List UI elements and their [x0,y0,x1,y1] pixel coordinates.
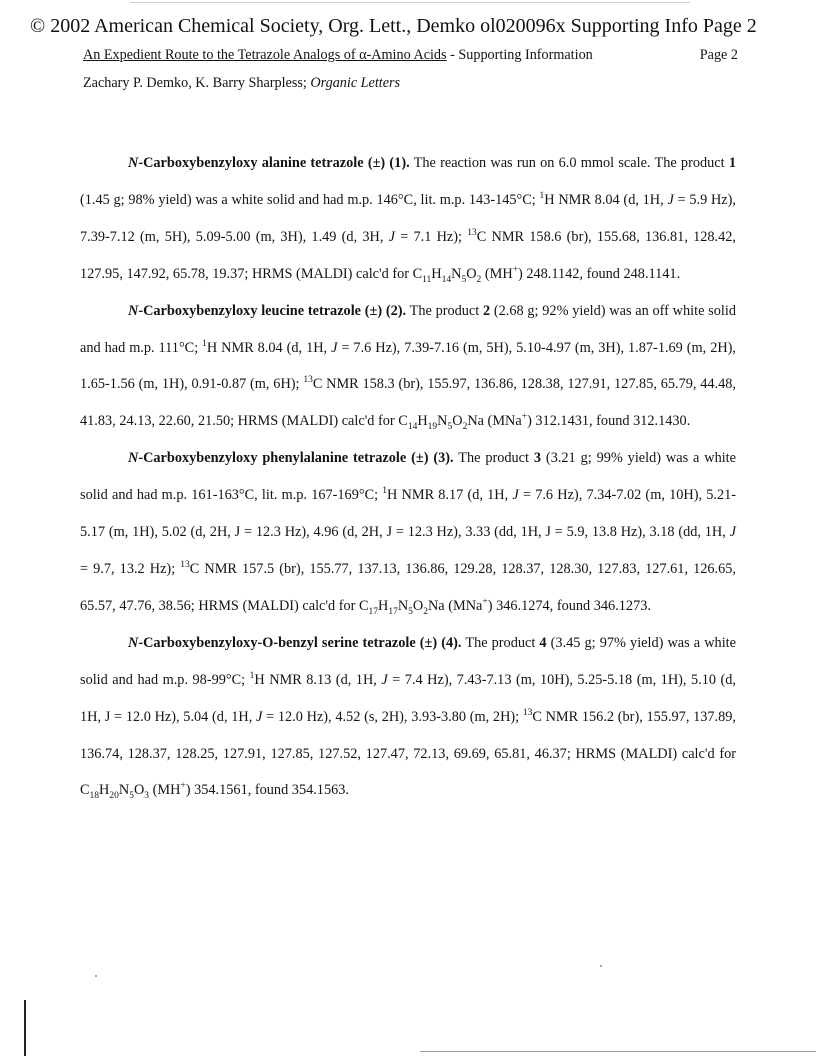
running-header [83,47,743,64]
author-line [83,75,400,92]
molecular-formula: $C_{11}H_{14}N_5O_2$ [412,265,482,285]
compound-entry-4: N-Carboxybenzyloxy-O-benzyl serine tetrazole (±) (4). The product 4 (3.45 g; 97% yield) was a white solid and had m.p. 98-99°C; $^1$H NMR 8.13 (d, 1H, J = 7.4 Hz), 7.43-7.13 (m, 10H), 5.25-5.18 (m, 1H), 5.10 (d, 1H, J = 12.0 Hz), 5.04 (d, 1H, J = 12.0 Hz), 4.52 (s, 2H), 3.93-3.80 (m, 2H); $^{13}$C NMR 156.2 (br), 155.97, 137.89, 136.74, 128.37, 128.25, 127.91, 127.85, 127.52, 127.47, 72.13, 69.69, 65.81, 46.37; HRMS (MALDI) calc'd for $C_{18}H_{20}N_5O_3$ (MH+) 354.1561, found 354.1563. [80,634,737,802]
header-title-suffix: - Supporting Information [446,47,593,63]
compound-heading: N-Carboxybenzyloxy phenylalanine tetrazole (±) (3). [128,450,454,467]
compound-heading: N-Carboxybenzyloxy-O-benzyl serine tetrazole (±) (4). [128,634,462,651]
scan-edge-top [130,2,690,3]
compound-entry-1: N-Carboxybenzyloxy alanine tetrazole (±) (1). The reaction was run on 6.0 mmol scale. The product 1 (1.45 g; 98% yield) was a white solid and had m.p. 146°C, lit. m.p. 143-145°C; $^1$H NMR 8.04 (d, 1H, J = 5.9 Hz), 7.39-7.12 (m, 5H), 5.09-5.00 (m, 3H), 1.49 (d, 3H, J = 7.1 Hz); $^{13}$C NMR 158.6 (br), 155.68, 136.81, 128.42, 127.95, 147.92, 65.78, 19.37; HRMS (MALDI) calc'd for $C_{11}H_{14}N_5O_2$ (MH+) 248.1142, found 248.1141. [80,155,736,285]
header-title: An Expedient Route to the Tetrazole Analogs of α-Amino Acids [83,47,447,63]
authors: Zachary P. Demko, K. Barry Sharpless; [83,75,311,91]
experimental-body [80,145,736,809]
compound-heading: N-Carboxybenzyloxy leucine tetrazole (±) (2). [128,302,407,319]
compound-entry-2: N-Carboxybenzyloxy leucine tetrazole (±) (2). The product 2 (2.68 g; 92% yield) was an off white solid and had m.p. 111°C; $^1$H NMR 8.04 (d, 1H, J = 7.6 Hz), 7.39-7.16 (m, 5H), 5.10-4.97 (m, 3H), 1.87-1.69 (m, 2H), 1.65-1.56 (m, 1H), 0.91-0.87 (m, 6H); $^{13}$C NMR 158.3 (br), 155.97, 136.86, 128.38, 127.91, 127.85, 65.79, 44.48, 41.83, 24.13, 22.60, 21.50; HRMS (MALDI) calc'd for $C_{14}H_{19}N_5O_2Na$ (MNa+) 312.1431, found 312.1430. [80,302,737,433]
scan-speck [95,975,97,977]
header-page-number: Page 2 [699,47,738,63]
journal-name: Organic Letters [310,75,401,91]
molecular-formula: $C_{14}H_{19}N_5O_2Na$ [398,413,484,433]
compound-entry-3: N-Carboxybenzyloxy phenylalanine tetrazole (±) (3). The product 3 (3.21 g; 99% yield) was a white solid and had m.p. 161-163°C, lit. m.p. 167-169°C; $^1$H NMR 8.17 (d, 1H, J = 7.6 Hz), 7.34-7.02 (m, 10H), 5.21-5.17 (m, 1H), 5.02 (d, 2H, J = 12.3 Hz), 4.96 (d, 2H, J = 12.3 Hz), 3.33 (dd, 1H, J = 5.9, 13.8 Hz), 3.18 (dd, 1H, J = 9.7, 13.2 Hz); $^{13}$C NMR 157.5 (br), 155.77, 137.13, 136.86, 129.28, 128.37, 128.30, 127.83, 127.61, 126.65, 65.57, 47.76, 38.56; HRMS (MALDI) calc'd for $C_{17}H_{17}N_5O_2Na$ (MNa+) 346.1274, found 346.1273. [80,450,737,617]
copyright-banner: © 2002 American Chemical Society, Org. Lett., Demko ol020096x Supporting Info Page 2 [30,15,757,37]
scan-edge-bottom [420,1051,816,1052]
molecular-formula: $C_{17}H_{17}N_5O_2Na$ [358,597,445,617]
scan-speck [600,965,602,967]
molecular-formula: $C_{18}H_{20}N_5O_3$ [80,782,150,802]
scan-edge-left [24,1000,26,1056]
compound-heading: N-Carboxybenzyloxy alanine tetrazole (±) (1). [128,155,410,171]
